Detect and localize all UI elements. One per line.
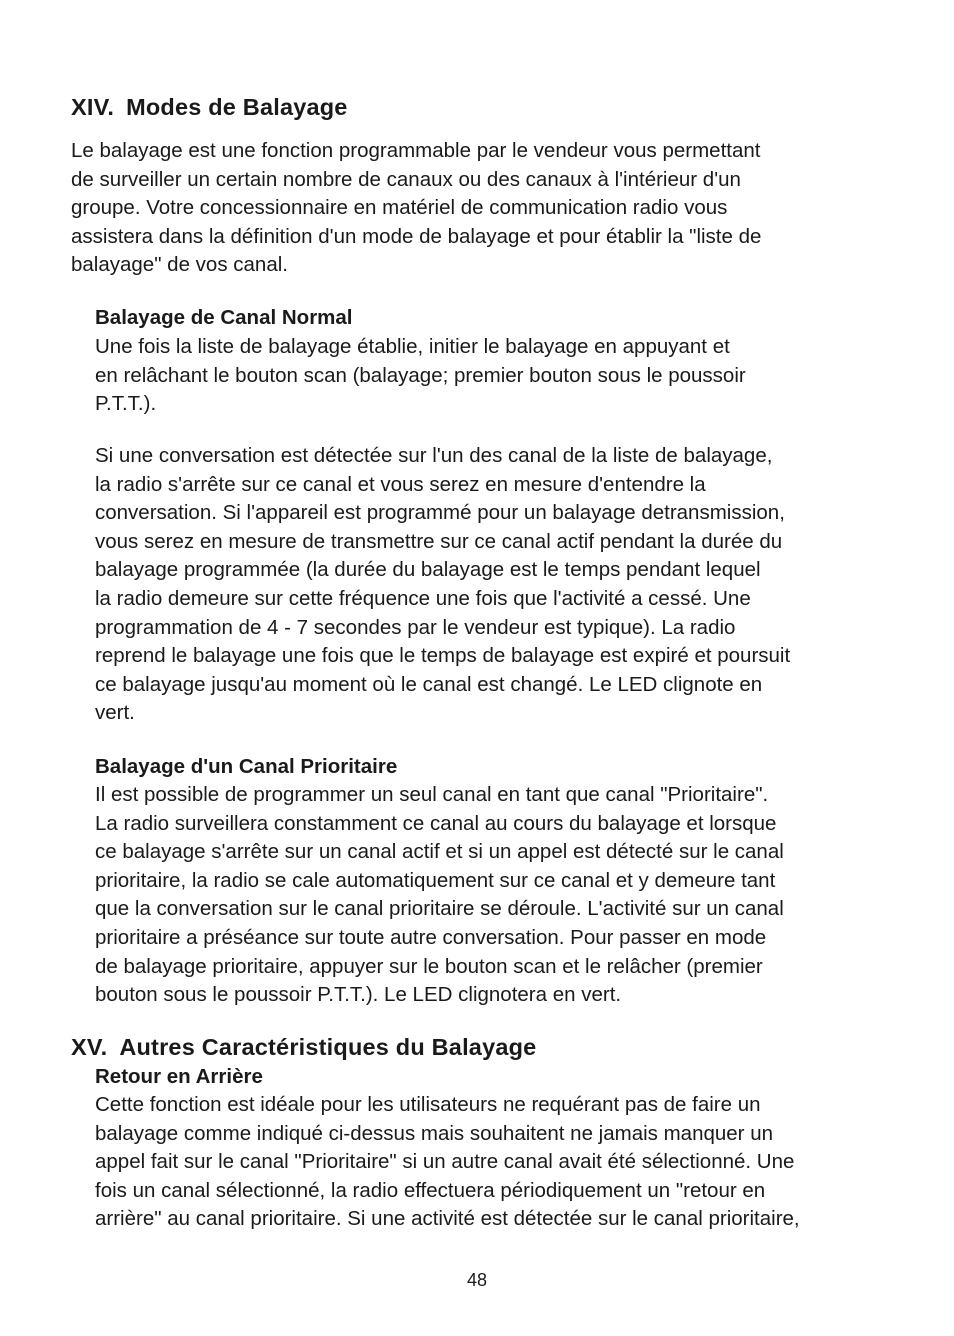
section-heading-xv — [71, 1033, 536, 1061]
text-line: fois un canal sélectionné, la radio effectuera périodiquement un "retour en — [95, 1178, 766, 1202]
text-line: que la conversation sur le canal prioritaire se déroule. L'activité sur un canal — [95, 897, 784, 921]
text-line: de balayage prioritaire, appuyer sur le bouton scan et le relâcher (premier — [95, 954, 763, 978]
subsection-heading: Balayage d'un Canal Prioritaire — [95, 755, 398, 778]
text-line: en relâchant le bouton scan (balayage; premier bouton sous le poussoir — [95, 363, 746, 387]
text-line: la radio demeure sur cette fréquence une fois que l'activité a cessé. Une — [95, 586, 751, 610]
subsection-heading: Balayage de Canal Normal — [95, 306, 353, 329]
section-heading-xiv — [71, 93, 348, 121]
text-line: de surveiller un certain nombre de canaux ou des canaux à l'intérieur d'un — [71, 167, 741, 191]
section-number: XV. — [71, 1034, 108, 1060]
paragraph — [95, 781, 784, 1010]
text-line: balayage" de vos canal. — [71, 253, 288, 277]
paragraph — [95, 333, 746, 419]
text-line: vous serez en mesure de transmettre sur ce canal actif pendant la durée du — [95, 529, 783, 553]
text-line: assistera dans la définition d'un mode de balayage et pour établir la "liste de — [71, 224, 762, 248]
text-line: ce balayage jusqu'au moment où le canal est changé. Le LED clignote en — [95, 672, 763, 696]
text-line: bouton sous le poussoir P.T.T.). Le LED clignotera en vert. — [95, 983, 622, 1007]
subsection-heading: Retour en Arrière — [95, 1065, 263, 1088]
text-line: la radio s'arrête sur ce canal et vous serez en mesure d'entendre la — [95, 472, 706, 496]
text-line: P.T.T.). — [95, 392, 157, 416]
text-line: arrière" au canal prioritaire. Si une activité est détectée sur le canal prioritaire, — [95, 1207, 800, 1231]
text-line: prioritaire, la radio se cale automatiquement sur ce canal et y demeure tant — [95, 868, 776, 892]
text-line: La radio surveillera constamment ce canal au cours du balayage et lorsque — [95, 811, 777, 835]
paragraph — [95, 442, 790, 728]
intro-paragraph — [71, 137, 761, 280]
text-line: groupe. Votre concessionnaire en matériel de communication radio vous — [71, 196, 728, 220]
text-line: reprend le balayage une fois que le temps de balayage est expiré et poursuit — [95, 644, 791, 668]
text-line: prioritaire a préséance sur toute autre conversation. Pour passer en mode — [95, 925, 767, 949]
text-line: ce balayage s'arrête sur un canal actif et si un appel est détecté sur le canal — [95, 840, 784, 864]
text-line: balayage comme indiqué ci-dessus mais souhaitent ne jamais manquer un — [95, 1121, 774, 1145]
text-line: Le balayage est une fonction programmable par le vendeur vous permettant — [71, 139, 761, 162]
text-line: conversation. Si l'appareil est programmé pour un balayage detransmission, — [95, 501, 785, 525]
text-line: Si une conversation est détectée sur l'un des canal de la liste de balayage, — [95, 444, 773, 467]
section-title: Modes de Balayage — [126, 94, 348, 120]
section-title: Autres Caractéristiques du Balayage — [119, 1034, 537, 1060]
text-line: programmation de 4 - 7 secondes par le vendeur est typique). La radio — [95, 615, 736, 639]
paragraph — [95, 1091, 800, 1234]
text-line: appel fait sur le canal "Prioritaire" si un autre canal avait été sélectionné. Une — [95, 1150, 795, 1174]
text-line: Il est possible de programmer un seul canal en tant que canal "Prioritaire". — [95, 783, 769, 806]
text-line: Cette fonction est idéale pour les utilisateurs ne requérant pas de faire un — [95, 1093, 761, 1116]
section-number: XIV. — [71, 94, 115, 120]
text-line: balayage programmée (la durée du balayage est le temps pendant lequel — [95, 558, 761, 582]
text-line: Une fois la liste de balayage établie, initier le balayage en appuyant et — [95, 335, 730, 358]
text-line: vert. — [95, 701, 135, 725]
page-number: 48 — [466, 1270, 488, 1290]
